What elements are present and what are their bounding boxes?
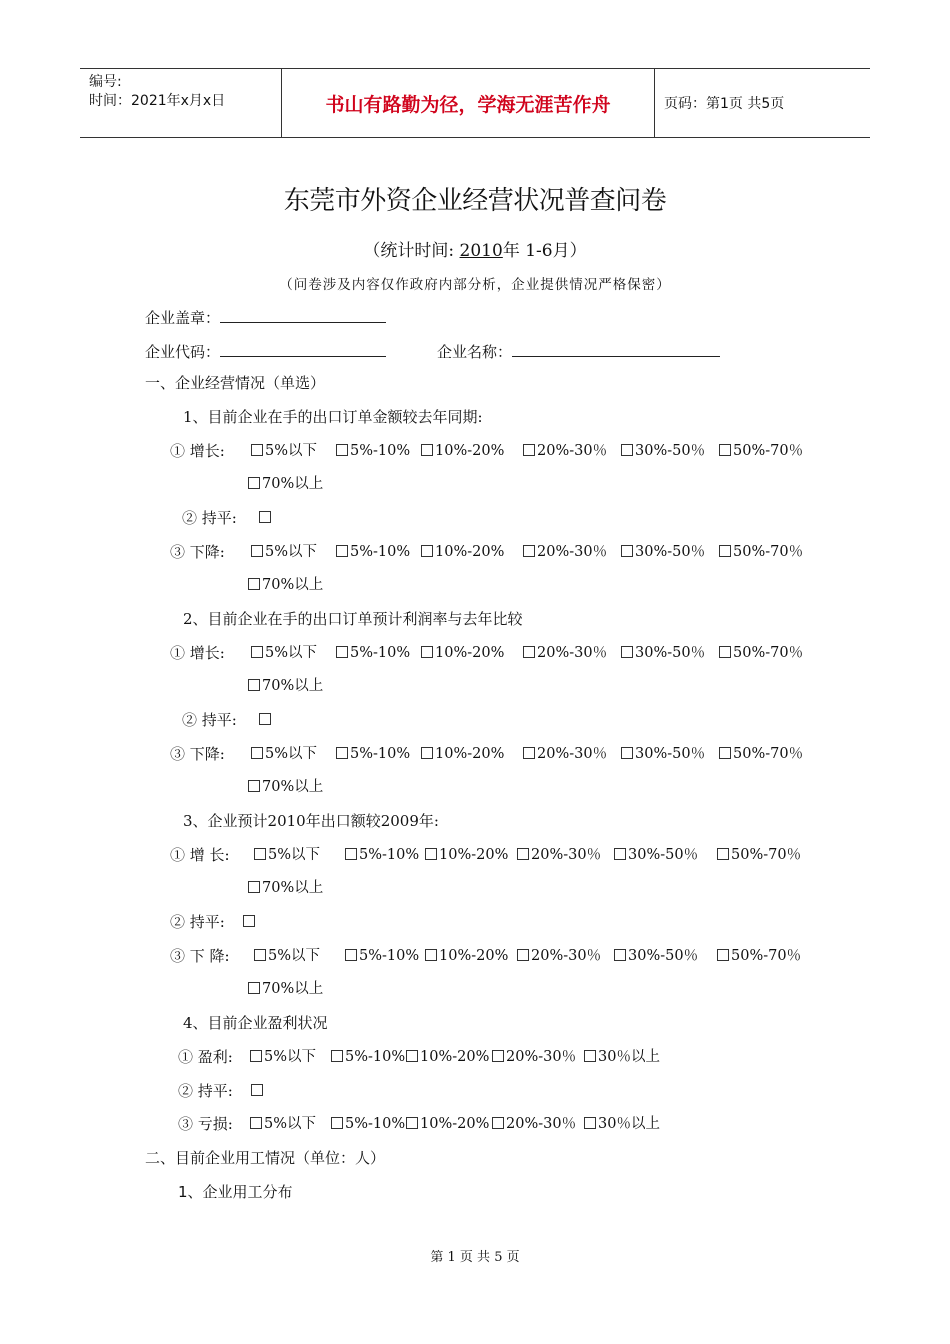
q1-flat-opt[interactable] <box>259 508 273 528</box>
seal-blank[interactable] <box>220 306 386 323</box>
checkbox-icon <box>251 1084 263 1096</box>
q2-dec-opt1[interactable]: 5%以下 <box>251 744 317 764</box>
checkbox-icon <box>717 848 729 860</box>
q4-profit-label: ① 盈利: <box>178 1048 233 1066</box>
q2-inc-opt3[interactable]: 10%-20% <box>421 643 504 663</box>
q3-inc-opt5[interactable]: 30%-50％ <box>614 845 698 865</box>
checkbox-icon <box>251 444 263 456</box>
section2-heading: 二、目前企业用工情况（单位：人） <box>145 1149 386 1167</box>
checkbox-icon <box>719 545 731 557</box>
header-page-info: 页码：第1页 共5页 <box>664 96 785 112</box>
q2-inc-opt5[interactable]: 30%-50％ <box>621 643 705 663</box>
q1-inc-opt7[interactable]: 70%以上 <box>248 474 323 494</box>
q1-dec-opt2[interactable]: 5%-10% <box>336 542 410 562</box>
q1-increase-label: ① 增长: <box>170 442 225 460</box>
question-3: 3、企业预计2010年出口额较2009年: <box>183 812 439 830</box>
checkbox-icon <box>517 949 529 961</box>
q4-flat-opt[interactable] <box>251 1081 265 1101</box>
checkbox-icon <box>406 1117 418 1129</box>
q3-inc-opt7[interactable]: 70%以上 <box>248 878 323 898</box>
q3-dec-opt4[interactable]: 20%-30％ <box>517 946 601 966</box>
checkbox-icon <box>331 1050 343 1062</box>
checkbox-icon <box>336 545 348 557</box>
section2-item1: 1、企业用工分布 <box>178 1183 293 1201</box>
q2-dec-opt7[interactable]: 70%以上 <box>248 777 323 797</box>
code-blank[interactable] <box>220 340 386 357</box>
q3-dec-opt7[interactable]: 70%以上 <box>248 979 323 999</box>
checkbox-icon <box>517 848 529 860</box>
checkbox-icon <box>717 949 729 961</box>
number-label: 编号: <box>89 74 122 90</box>
q3-dec-opt6[interactable]: 50%-70％ <box>717 946 801 966</box>
q4-loss-opt2[interactable]: 5%-10% <box>331 1114 405 1134</box>
checkbox-icon <box>254 848 266 860</box>
q2-dec-opt3[interactable]: 10%-20% <box>421 744 504 764</box>
checkbox-icon <box>523 747 535 759</box>
checkbox-icon <box>251 545 263 557</box>
q1-dec-opt7[interactable]: 70%以上 <box>248 575 323 595</box>
checkbox-icon <box>345 949 357 961</box>
code-label: 企业代码： <box>145 343 221 361</box>
checkbox-icon <box>259 713 271 725</box>
q4-loss-opt5[interactable]: 30％以上 <box>584 1114 660 1134</box>
checkbox-icon <box>345 848 357 860</box>
q3-dec-opt5[interactable]: 30%-50％ <box>614 946 698 966</box>
q3-dec-opt2[interactable]: 5%-10% <box>345 946 419 966</box>
header-meta <box>80 69 282 137</box>
q1-flat-label: ② 持平: <box>182 509 237 527</box>
q2-flat-opt[interactable] <box>259 710 273 730</box>
q2-dec-opt4[interactable]: 20%-30％ <box>523 744 607 764</box>
checkbox-icon <box>523 646 535 658</box>
q2-inc-opt7[interactable]: 70%以上 <box>248 676 323 696</box>
checkbox-icon <box>250 1050 262 1062</box>
checkbox-icon <box>248 578 260 590</box>
checkbox-icon <box>421 545 433 557</box>
subtitle-open: （统计时间: <box>363 241 455 261</box>
subtitle-year: 2010 <box>459 241 503 261</box>
q1-inc-opt5[interactable]: 30%-50％ <box>621 441 705 461</box>
checkbox-icon <box>719 646 731 658</box>
checkbox-icon <box>621 545 633 557</box>
q3-decrease-label: ③ 下 降: <box>170 947 230 965</box>
document-title: 东莞市外资企业经营状况普查问卷 <box>283 186 667 216</box>
q1-inc-opt3[interactable]: 10%-20% <box>421 441 504 461</box>
q4-flat-label: ② 持平: <box>178 1082 233 1100</box>
page-footer: 第 1 页 共 5 页 <box>430 1250 520 1265</box>
checkbox-icon <box>492 1117 504 1129</box>
question-2: 2、目前企业在手的出口订单预计利润率与去年比较 <box>183 610 523 628</box>
q4-profit-opt4[interactable]: 20%-30％ <box>492 1047 576 1067</box>
checkbox-icon <box>251 646 263 658</box>
q3-increase-label: ① 增 长: <box>170 846 230 864</box>
q1-dec-opt4[interactable]: 20%-30％ <box>523 542 607 562</box>
q4-loss-opt4[interactable]: 20%-30％ <box>492 1114 576 1134</box>
q2-inc-opt2[interactable]: 5%-10% <box>336 643 410 663</box>
checkbox-icon <box>243 915 255 927</box>
q2-inc-opt4[interactable]: 20%-30％ <box>523 643 607 663</box>
q2-inc-opt1[interactable]: 5%以下 <box>251 643 317 663</box>
checkbox-icon <box>331 1117 343 1129</box>
q4-profit-opt5[interactable]: 30％以上 <box>584 1047 660 1067</box>
section1-heading: 一、企业经营情况（单选） <box>145 374 326 392</box>
checkbox-icon <box>248 780 260 792</box>
q3-inc-opt3[interactable]: 10%-20% <box>425 845 508 865</box>
checkbox-icon <box>259 511 271 523</box>
seal-field <box>145 306 386 328</box>
q1-inc-opt2[interactable]: 5%-10% <box>336 441 410 461</box>
q2-flat-label: ② 持平: <box>182 711 237 729</box>
checkbox-icon <box>523 545 535 557</box>
q1-inc-opt4[interactable]: 20%-30％ <box>523 441 607 461</box>
name-label: 企业名称： <box>437 343 513 361</box>
checkbox-icon <box>406 1050 418 1062</box>
name-field <box>437 340 720 362</box>
q3-inc-opt6[interactable]: 50%-70％ <box>717 845 801 865</box>
checkbox-icon <box>254 949 266 961</box>
checkbox-icon <box>614 949 626 961</box>
question-1: 1、目前企业在手的出口订单金额较去年同期: <box>183 408 483 426</box>
question-4: 4、目前企业盈利状况 <box>183 1014 328 1032</box>
q1-inc-opt6[interactable]: 50%-70％ <box>719 441 803 461</box>
seal-label: 企业盖章： <box>145 309 221 327</box>
checkbox-icon <box>614 848 626 860</box>
q4-loss-opt1[interactable]: 5%以下 <box>250 1114 316 1134</box>
checkbox-icon <box>336 747 348 759</box>
checkbox-icon <box>336 444 348 456</box>
q3-inc-opt4[interactable]: 20%-30％ <box>517 845 601 865</box>
checkbox-icon <box>425 848 437 860</box>
q1-dec-opt3[interactable]: 10%-20% <box>421 542 504 562</box>
name-blank[interactable] <box>512 340 720 357</box>
time-label: 时间：2021年x月x日 <box>89 93 226 109</box>
q1-dec-opt5[interactable]: 30%-50％ <box>621 542 705 562</box>
checkbox-icon <box>248 679 260 691</box>
document-subtitle <box>0 236 950 261</box>
q2-dec-opt2[interactable]: 5%-10% <box>336 744 410 764</box>
checkbox-icon <box>492 1050 504 1062</box>
checkbox-icon <box>584 1050 596 1062</box>
checkbox-icon <box>336 646 348 658</box>
q1-decrease-label: ③ 下降: <box>170 543 225 561</box>
checkbox-icon <box>584 1117 596 1129</box>
checkbox-icon <box>719 747 731 759</box>
code-field <box>145 340 386 362</box>
header-motto: 书山有路勤为径，学海无涯苦作舟 <box>282 69 655 137</box>
checkbox-icon <box>421 747 433 759</box>
q3-dec-opt3[interactable]: 10%-20% <box>425 946 508 966</box>
checkbox-icon <box>248 881 260 893</box>
q4-profit-opt3[interactable]: 10%-20% <box>406 1047 489 1067</box>
q2-decrease-label: ③ 下降: <box>170 745 225 763</box>
q2-inc-opt6[interactable]: 50%-70％ <box>719 643 803 663</box>
q3-inc-opt1[interactable]: 5%以下 <box>254 845 320 865</box>
checkbox-icon <box>250 1117 262 1129</box>
checkbox-icon <box>523 444 535 456</box>
checkbox-icon <box>621 444 633 456</box>
q3-dec-opt1[interactable]: 5%以下 <box>254 946 320 966</box>
checkbox-icon <box>621 747 633 759</box>
q1-dec-opt6[interactable]: 50%-70％ <box>719 542 803 562</box>
q4-loss-label: ③ 亏损: <box>178 1115 233 1133</box>
checkbox-icon <box>425 949 437 961</box>
q3-flat-opt[interactable] <box>243 912 257 932</box>
q1-inc-opt1[interactable]: 5%以下 <box>251 441 317 461</box>
q3-inc-opt2[interactable]: 5%-10% <box>345 845 419 865</box>
checkbox-icon <box>621 646 633 658</box>
checkbox-icon <box>248 477 260 489</box>
checkbox-icon <box>421 646 433 658</box>
q3-flat-label: ② 持平: <box>170 913 225 931</box>
checkbox-icon <box>719 444 731 456</box>
q2-dec-opt5[interactable]: 30%-50％ <box>621 744 705 764</box>
q4-profit-opt2[interactable]: 5%-10% <box>331 1047 405 1067</box>
q4-loss-opt3[interactable]: 10%-20% <box>406 1114 489 1134</box>
q1-dec-opt1[interactable]: 5%以下 <box>251 542 317 562</box>
checkbox-icon <box>248 982 260 994</box>
page-header <box>80 68 870 138</box>
checkbox-icon <box>421 444 433 456</box>
confidentiality-note: （问卷涉及内容仅作政府内部分析，企业提供情况严格保密） <box>279 277 671 293</box>
q4-profit-opt1[interactable]: 5%以下 <box>250 1047 316 1067</box>
subtitle-rest: 年 1-6月） <box>502 241 587 261</box>
checkbox-icon <box>251 747 263 759</box>
q2-dec-opt6[interactable]: 50%-70％ <box>719 744 803 764</box>
q2-increase-label: ① 增长: <box>170 644 225 662</box>
